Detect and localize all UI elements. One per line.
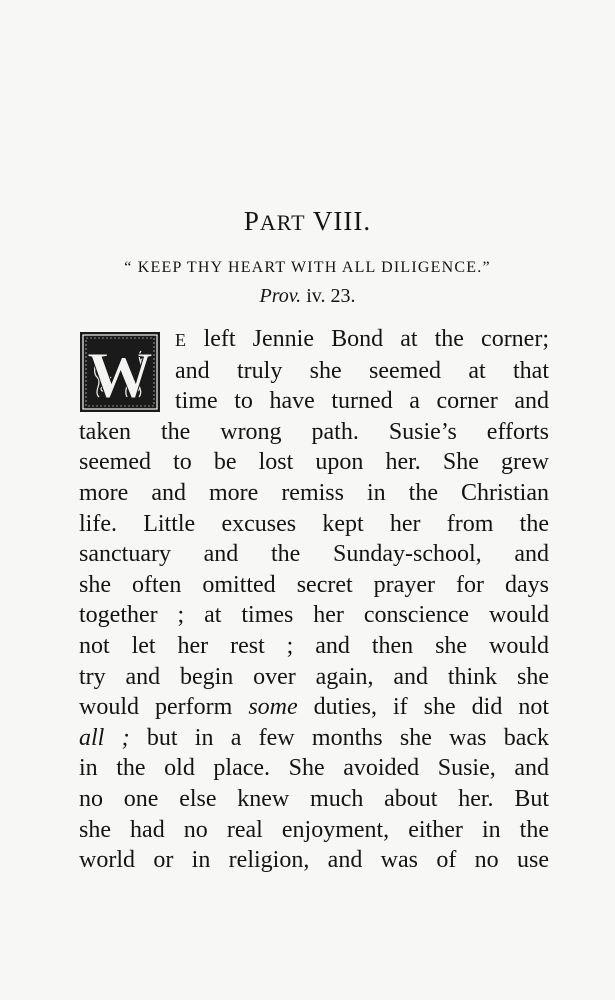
citation-reference: iv. 23. bbox=[306, 285, 356, 307]
text-line: together ; at times her conscience would bbox=[79, 602, 549, 629]
dropcap-letter: W bbox=[87, 339, 153, 412]
text-line: and truly she seemed at that bbox=[175, 357, 549, 384]
text-line: taken the wrong path. Susie’s efforts bbox=[79, 418, 549, 445]
text-line: try and begin over again, and think she bbox=[79, 663, 549, 690]
epigraph-quote: “ KEEP THY HEART WITH ALL DILIGENCE.” bbox=[124, 259, 491, 276]
text-line: world or in religion, and was of no use bbox=[79, 847, 549, 874]
text-line: she had no real enjoyment, either in the bbox=[79, 816, 549, 843]
text-line: in the old place. She avoided Susie, and bbox=[79, 755, 549, 782]
text-line: she often omitted secret prayer for days bbox=[79, 571, 549, 598]
part-label-initial: P bbox=[243, 206, 260, 236]
text-line: more and more remiss in the Christian bbox=[79, 479, 549, 506]
text-line: sanctuary and the Sunday-school, and bbox=[79, 541, 549, 568]
part-number: VIII. bbox=[312, 206, 372, 236]
text-line: time to have turned a corner and bbox=[175, 388, 549, 415]
epigraph-citation bbox=[0, 285, 615, 308]
text-line: all ; but in a few months she was back bbox=[79, 724, 550, 751]
text-line: E left Jennie Bond at the corner; bbox=[175, 326, 549, 352]
emphasis-some: some bbox=[248, 694, 298, 721]
part-label-rest: ART bbox=[259, 210, 306, 235]
page-title bbox=[0, 206, 615, 237]
emphasis-all: all ; bbox=[79, 724, 130, 751]
citation-book: Prov. bbox=[259, 285, 302, 307]
text-line: life. Little excuses kept her from the bbox=[79, 510, 549, 537]
text-line: seemed to be lost upon her. She grew bbox=[79, 449, 549, 476]
body-text bbox=[79, 324, 549, 876]
text-line: not let her rest ; and then she would bbox=[79, 632, 549, 659]
text-line: would perform some duties, if she did not bbox=[79, 694, 549, 721]
text-line: no one else knew much about her. But bbox=[79, 785, 549, 812]
